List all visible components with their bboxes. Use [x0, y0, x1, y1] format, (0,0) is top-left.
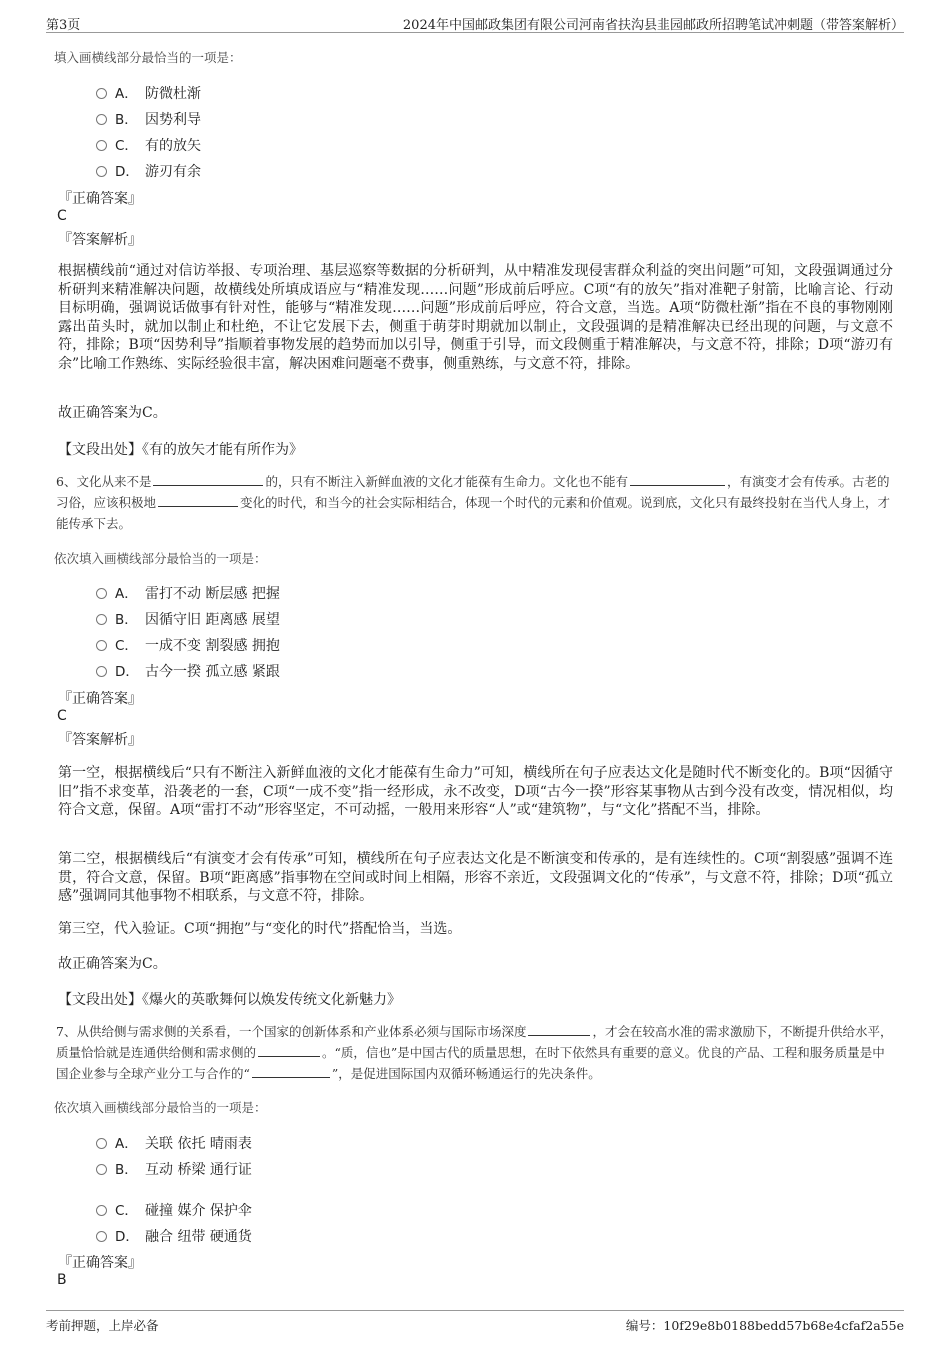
- option-key: A．: [115, 586, 138, 602]
- option-text: 互动 桥梁 通行证: [145, 1162, 252, 1178]
- radio-icon[interactable]: [96, 114, 107, 125]
- question-number: 7、: [56, 1024, 77, 1039]
- option-key: A．: [115, 86, 138, 102]
- q7-stem: 7、从供给侧与需求侧的关系看，一个国家的创新体系和产业体系必须与国际市场深度 ，才会在较高水准的需求激励下，不断提升供给水平，质量恰恰就是连通供给侧和需求侧的 。“质，信也”是中国古代的质量思想，在时下依然具有重要的意义。优良的产品、工程和服务质量是中国企业参与全球产业分工与合作的“ ”，是促进国际国内双循环畅通运行的先决条件。: [56, 1021, 896, 1084]
- radio-icon[interactable]: [96, 640, 107, 651]
- q5-prompt: 填入画横线部分最恰当的一项是：: [54, 50, 242, 65]
- option-key: D．: [115, 1229, 139, 1245]
- radio-icon[interactable]: [96, 588, 107, 599]
- q6-option-a[interactable]: [96, 582, 280, 602]
- q6-option-d[interactable]: [96, 660, 280, 680]
- page-number: 第3页: [46, 18, 81, 33]
- blank: [258, 1042, 320, 1057]
- question-number: 6、: [56, 474, 77, 489]
- page-footer: [46, 1310, 904, 1333]
- q6-analysis-blank1: 第一空，根据横线后“只有不断注入新鲜血液的文化才能葆有生命力”可知，横线所在句子应表达文化是随时代不断变化的。B项“因循守旧”指不求变革，沿袭老的一套，C项“一成不变”指一经形成，永不改变，D项“古今一揆”形容某事物从古到今没有改变，情况相似，均符合文意，保留。A项“雷打不动”形容坚定，不可动摇，一般用来形容“人”或“建筑物”，与“文化”搭配不当，排除。: [58, 765, 893, 818]
- q5-option-c[interactable]: [96, 134, 201, 154]
- q6-analysis-label: 『答案解析』: [58, 732, 142, 748]
- radio-icon[interactable]: [96, 1205, 107, 1216]
- radio-icon[interactable]: [96, 1138, 107, 1149]
- option-key: C．: [115, 1203, 138, 1219]
- radio-icon[interactable]: [96, 666, 107, 677]
- option-text: 融合 纽带 硬通货: [145, 1229, 252, 1245]
- radio-icon[interactable]: [96, 1164, 107, 1175]
- q5-option-b[interactable]: [96, 108, 201, 128]
- q6-analysis-blank3: 第三空，代入验证。C项“拥抱”与“变化的时代”搭配恰当，当选。: [58, 921, 462, 937]
- q5-analysis-label: 『答案解析』: [58, 232, 142, 248]
- option-text: 一成不变 割裂感 拥抱: [145, 638, 280, 654]
- document-title: 2024年中国邮政集团有限公司河南省扶沟县韭园邮政所招聘笔试冲刺题（带答案解析）: [402, 18, 904, 33]
- blank: [528, 1021, 590, 1036]
- option-key: D．: [115, 164, 139, 180]
- q5-option-d[interactable]: [96, 160, 201, 180]
- q6-prompt: 依次填入画横线部分最恰当的一项是：: [54, 551, 267, 566]
- option-text: 古今一揆 孤立感 紧跟: [145, 664, 280, 680]
- radio-icon[interactable]: [96, 1231, 107, 1242]
- q5-answer: C: [57, 208, 67, 224]
- radio-icon[interactable]: [96, 166, 107, 177]
- blank: [158, 492, 238, 507]
- q7-option-a[interactable]: [96, 1132, 252, 1152]
- option-key: C．: [115, 638, 138, 654]
- option-key: A．: [115, 1136, 138, 1152]
- footer-slogan: 考前押题，上岸必备: [46, 1318, 159, 1333]
- blank: [630, 471, 725, 486]
- option-text: 游刃有余: [145, 164, 201, 180]
- option-text: 关联 依托 晴雨表: [145, 1136, 252, 1152]
- q7-prompt: 依次填入画横线部分最恰当的一项是：: [54, 1100, 267, 1115]
- document-id: 编号：10f29e8b0188bedd57b68e4cfaf2a55e: [625, 1318, 904, 1333]
- q5-analysis-paragraph: 根据横线前“通过对信访举报、专项治理、基层巡察等数据的分析研判，从中精准发现侵害群众利益的突出问题”可知，文段强调通过分析研判来精准解决问题，故横线处所填成语应与“精准发现……问题”形成前后呼应。C项“有的放矢”指对准靶子射箭，比喻言论、行动目标明确，强调说话做事有针对性，能够与“精准发现……问题”形成前后呼应，符合文意，当选。A项“防微杜渐”指在不良的事物刚刚露出苗头时，就加以制止和杜绝，不让它发展下去，侧重于萌芽时期就加以制止，文段强调的是精准解决已经出现的问题，与文意不符，排除；B项“因势利导”指顺着事物发展的趋势而加以引导，侧重于引导，而文段侧重于精准解决，与文意不符，排除；D项“游刃有余”比喻工作熟练、实际经验很丰富，解决困难问题毫不费事，侧重熟练，与文意不符，排除。: [58, 263, 893, 372]
- option-text: 碰撞 媒介 保护伞: [145, 1203, 252, 1219]
- page-header: [46, 12, 904, 33]
- option-key: B．: [115, 112, 138, 128]
- option-key: B．: [115, 612, 138, 628]
- q7-answer: B: [57, 1272, 67, 1288]
- option-text: 雷打不动 断层感 把握: [145, 586, 280, 602]
- q7-option-c[interactable]: [96, 1199, 252, 1219]
- option-key: B．: [115, 1162, 138, 1178]
- option-key: D．: [115, 664, 139, 680]
- option-text: 因循守旧 距离感 展望: [145, 612, 280, 628]
- q7-answer-label: 『正确答案』: [58, 1255, 142, 1271]
- q6-option-b[interactable]: [96, 608, 280, 628]
- radio-icon[interactable]: [96, 614, 107, 625]
- option-key: C．: [115, 138, 138, 154]
- q5-option-a[interactable]: [96, 82, 201, 102]
- blank: [252, 1063, 330, 1078]
- radio-icon[interactable]: [96, 140, 107, 151]
- q6-conclusion: 故正确答案为C。: [58, 956, 167, 972]
- radio-icon[interactable]: [96, 88, 107, 99]
- q5-conclusion: 故正确答案为C。: [58, 405, 167, 421]
- q6-option-c[interactable]: [96, 634, 280, 654]
- q6-analysis-blank2: 第二空，根据横线后“有演变才会有传承”可知，横线所在句子应表达文化是不断演变和传承的，是有连续性的。C项“割裂感”强调不连贯，符合文意，保留。B项“距离感”指事物在空间或时间上相隔，形容不亲近，文段强调文化的“传承”，与文意不符，排除；D项“孤立感”强调同其他事物不相联系，与文意不符，排除。: [58, 851, 893, 904]
- q6-stem: 6、文化从来不是 的，只有不断注入新鲜血液的文化才能葆有生命力。文化也不能有 ，有演变才会有传承。古老的习俗，应该积极地 变化的时代，和当今的社会实际相结合，体现一个时代的元素和价值观。说到底，文化只有最终投射在当代人身上，才能传承下去。: [56, 471, 896, 534]
- q5-answer-label: 『正确答案』: [58, 191, 142, 207]
- blank: [153, 471, 263, 486]
- q7-option-b[interactable]: [96, 1158, 252, 1178]
- q6-source: 【文段出处】《爆火的英歌舞何以焕发传统文化新魅力》: [58, 992, 401, 1008]
- q6-answer-label: 『正确答案』: [58, 691, 142, 707]
- option-text: 有的放矢: [145, 138, 201, 154]
- q7-option-d[interactable]: [96, 1225, 252, 1245]
- q5-source: 【文段出处】《有的放矢才能有所作为》: [58, 442, 303, 458]
- q6-answer: C: [57, 708, 67, 724]
- option-text: 因势利导: [145, 112, 201, 128]
- option-text: 防微杜渐: [145, 86, 201, 102]
